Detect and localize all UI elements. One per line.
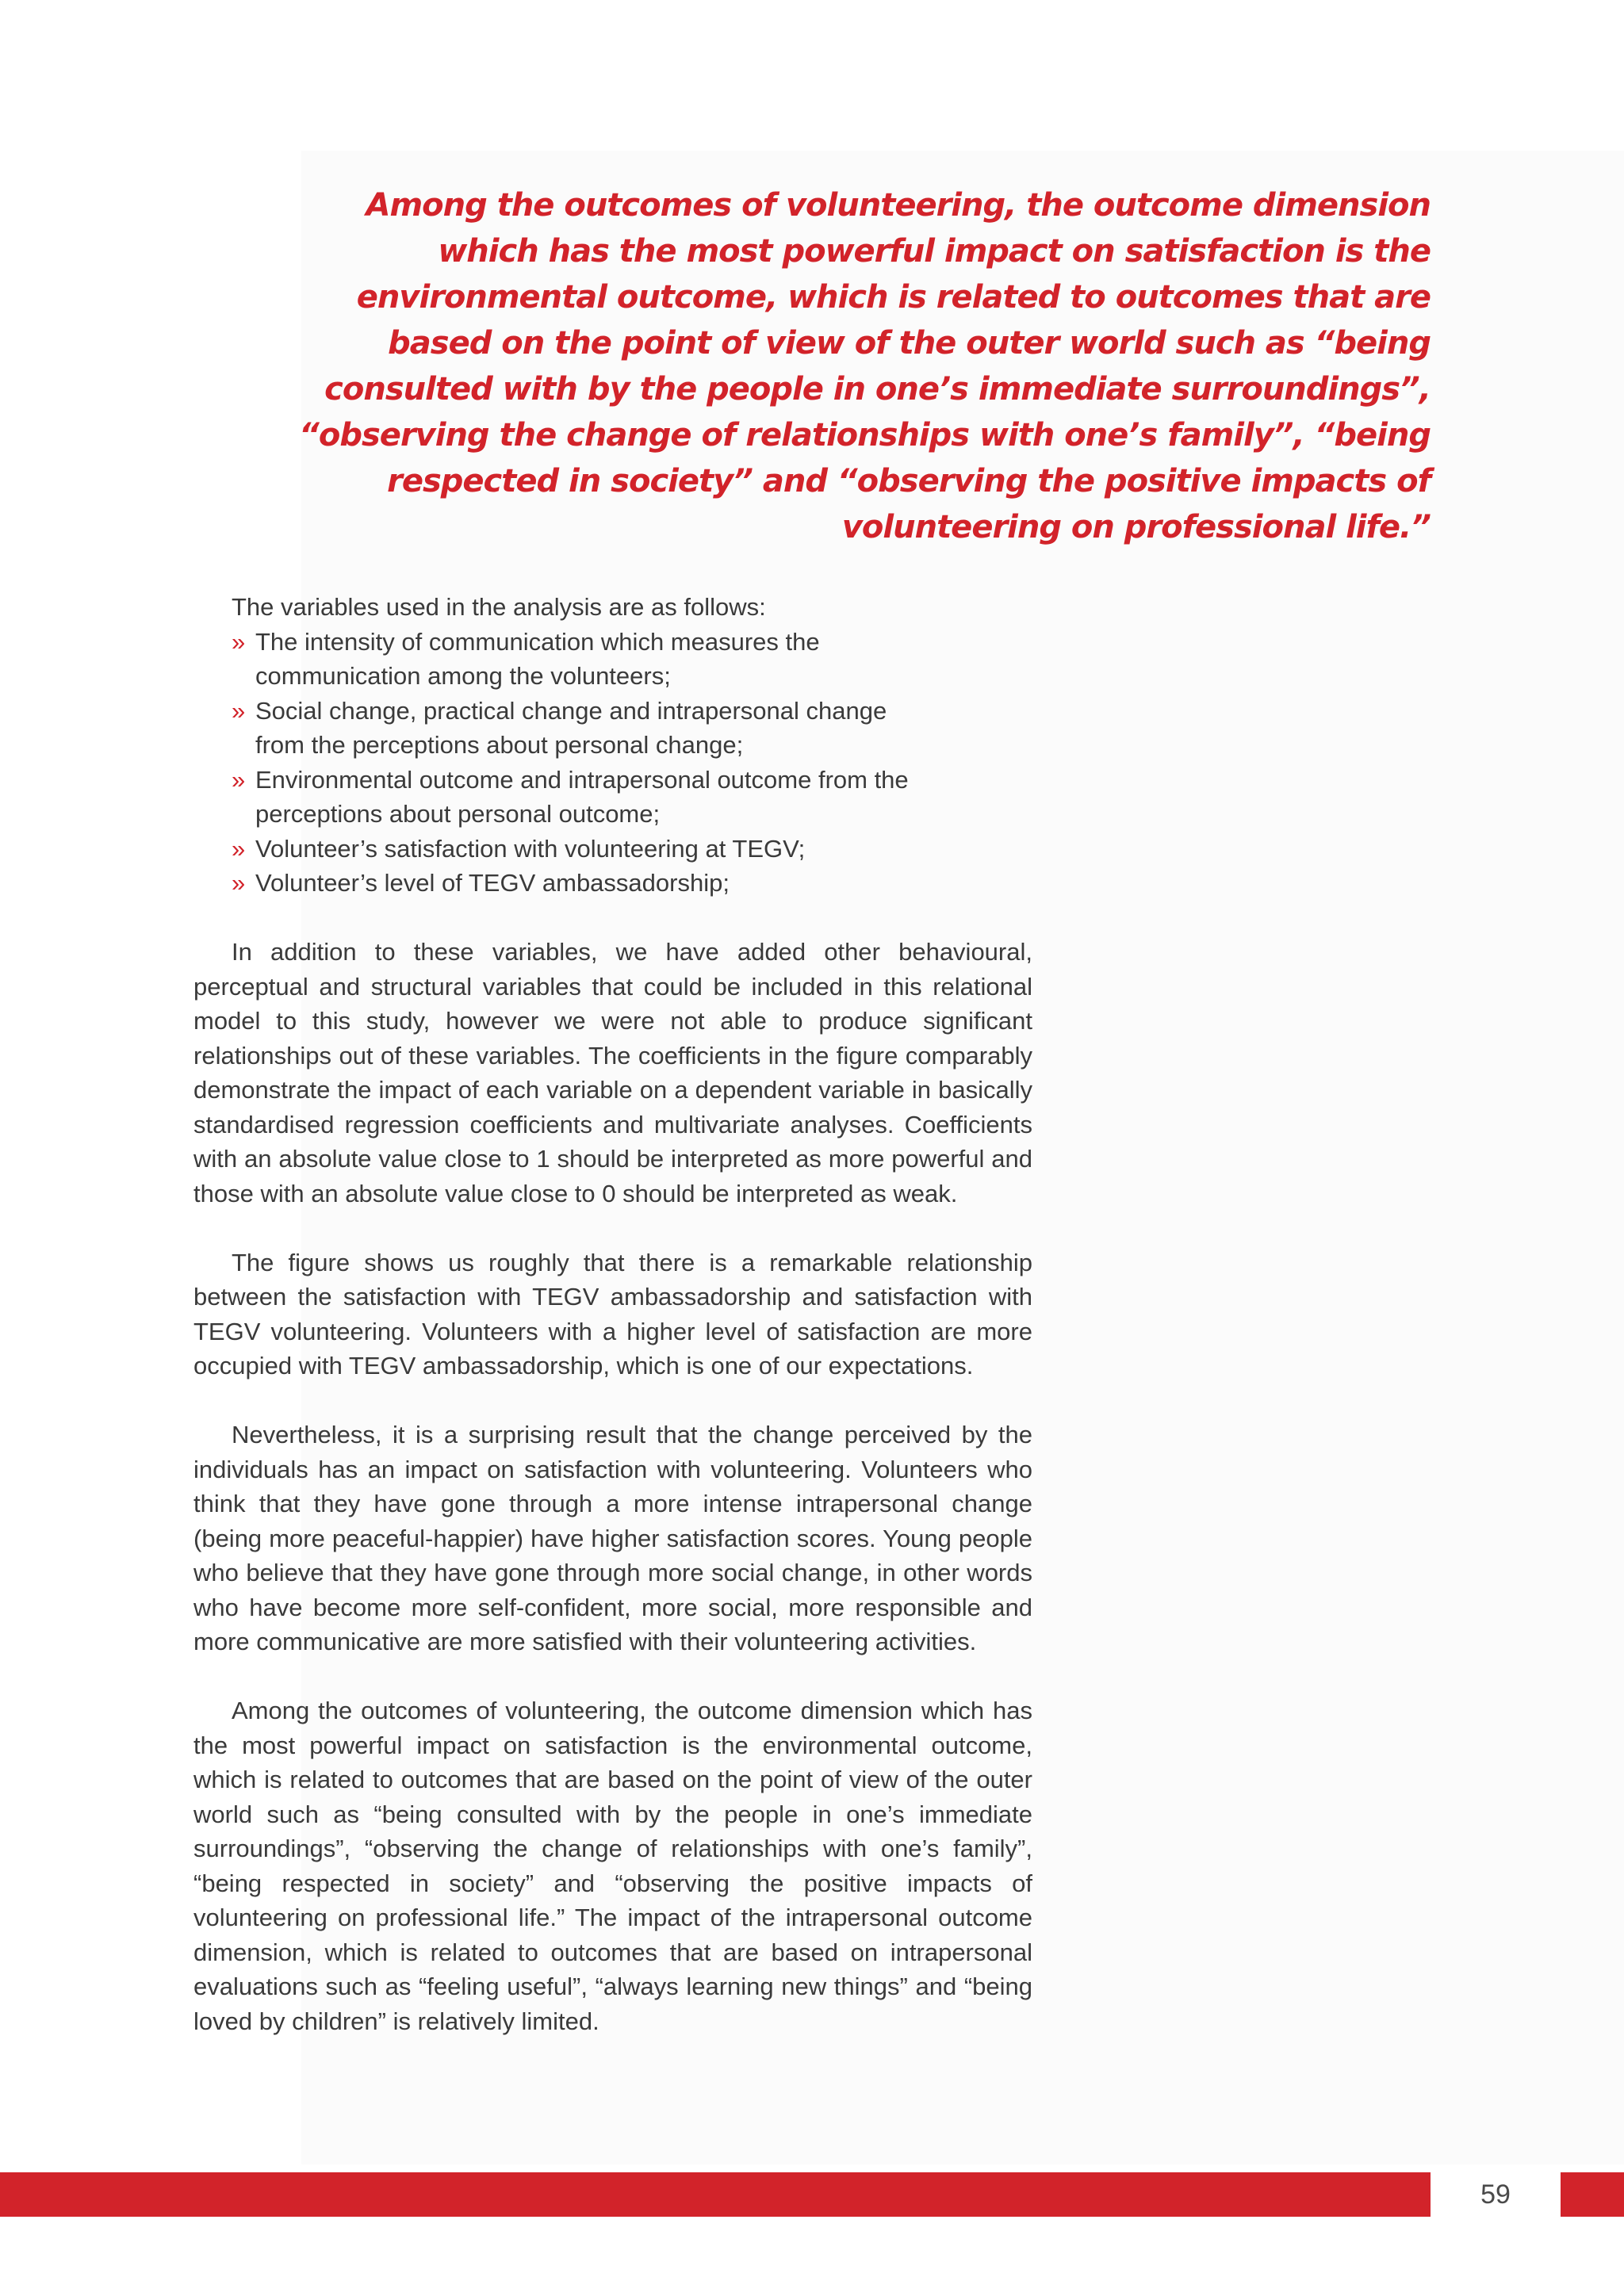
footer-bar xyxy=(0,2172,1431,2217)
body-paragraph: Among the outcomes of volunteering, the outcome dimension which has the most powerful impact on satisfaction is the environmental outcome, which is related to outcomes that are based on the point of view of the outer world such as “being consulted with by the people in one’s immediate surroundings”, “observing the change of relationships with one’s family”, “being respected in society” and “observing the positive impacts of volunteering on professional life.” The impact of the intrapersonal outcome dimension, which is related to outcomes that are based on intrapersonal evaluations such as “feeling useful”, “always learning new things” and “being loved by children” is relatively limited. xyxy=(193,1697,1032,2035)
body-paragraph: The figure shows us roughly that there is a remarkable relationship between the satisfaction with TEGV ambassadorship and satisfaction with TEGV volunteering. Volunteers with a higher level of satisfaction are more occupied with TEGV ambassadorship, which is one of our expectations. xyxy=(193,1248,1032,1380)
list-item-text: The intensity of communication which measures the communication among the volunteers; xyxy=(255,627,820,690)
bullet-icon: » xyxy=(232,834,246,863)
list-item xyxy=(232,625,1032,694)
list-item xyxy=(232,694,1032,763)
main-content xyxy=(193,590,1032,2038)
bullet-icon: » xyxy=(232,696,246,725)
page-number: 59 xyxy=(1480,2179,1511,2210)
footer-bar-end xyxy=(1561,2172,1624,2217)
body-paragraph: In addition to these variables, we have added other behavioural, perceptual and structural variables that could be included in this relational model to this study, however we were not able to produce significant relationships out of these variables. The coefficients in the figure comparably demonstrate the impact of each variable on a dependent variable in basically standardised regression coefficients and multivariate analyses. Coefficients with an absolute value close to 1 should be interpreted as more powerful and those with an absolute value close to 0 should be interpreted as weak. xyxy=(193,938,1032,1207)
variables-intro: The variables used in the analysis are as follows: xyxy=(232,593,766,621)
list-item-text: Social change, practical change and intrapersonal change from the perceptions about personal change; xyxy=(255,696,887,759)
list-item-text: Volunteer’s level of TEGV ambassadorship; xyxy=(255,869,730,897)
bullet-icon: » xyxy=(232,869,246,897)
pull-quote: Among the outcomes of volunteering, the outcome dimension which has the most powerful impact on satisfaction is the environmental outcome, which is related to outcomes that are based on the point of view of the outer world such as “being consulted with by the people in one’s immediate surroundings”, “observing the change of relationships with one’s family”, “being respected in society” and “observing the positive impacts of volunteering on professional life.” xyxy=(299,187,1431,545)
body-paragraph: Nevertheless, it is a surprising result that the change perceived by the individuals has an impact on satisfaction with volunteering. Volunteers who think that they have gone through a more intense intrapersonal change (being more peaceful-happier) have higher satisfaction scores. Young people who believe that they have gone through more social change, in other words who have become more self-confident, more social, more responsible and more communicative are more satisfied with their volunteering activities. xyxy=(193,1421,1032,1655)
variables-list xyxy=(193,625,1032,901)
list-item-text: Volunteer’s satisfaction with volunteering at TEGV; xyxy=(255,834,806,863)
list-item-text: Environmental outcome and intrapersonal outcome from the perceptions about personal outcome; xyxy=(255,765,909,828)
list-item xyxy=(232,832,1032,867)
list-item xyxy=(232,763,1032,832)
bullet-icon: » xyxy=(232,627,246,656)
bullet-icon: » xyxy=(232,765,246,794)
list-item xyxy=(232,866,1032,901)
